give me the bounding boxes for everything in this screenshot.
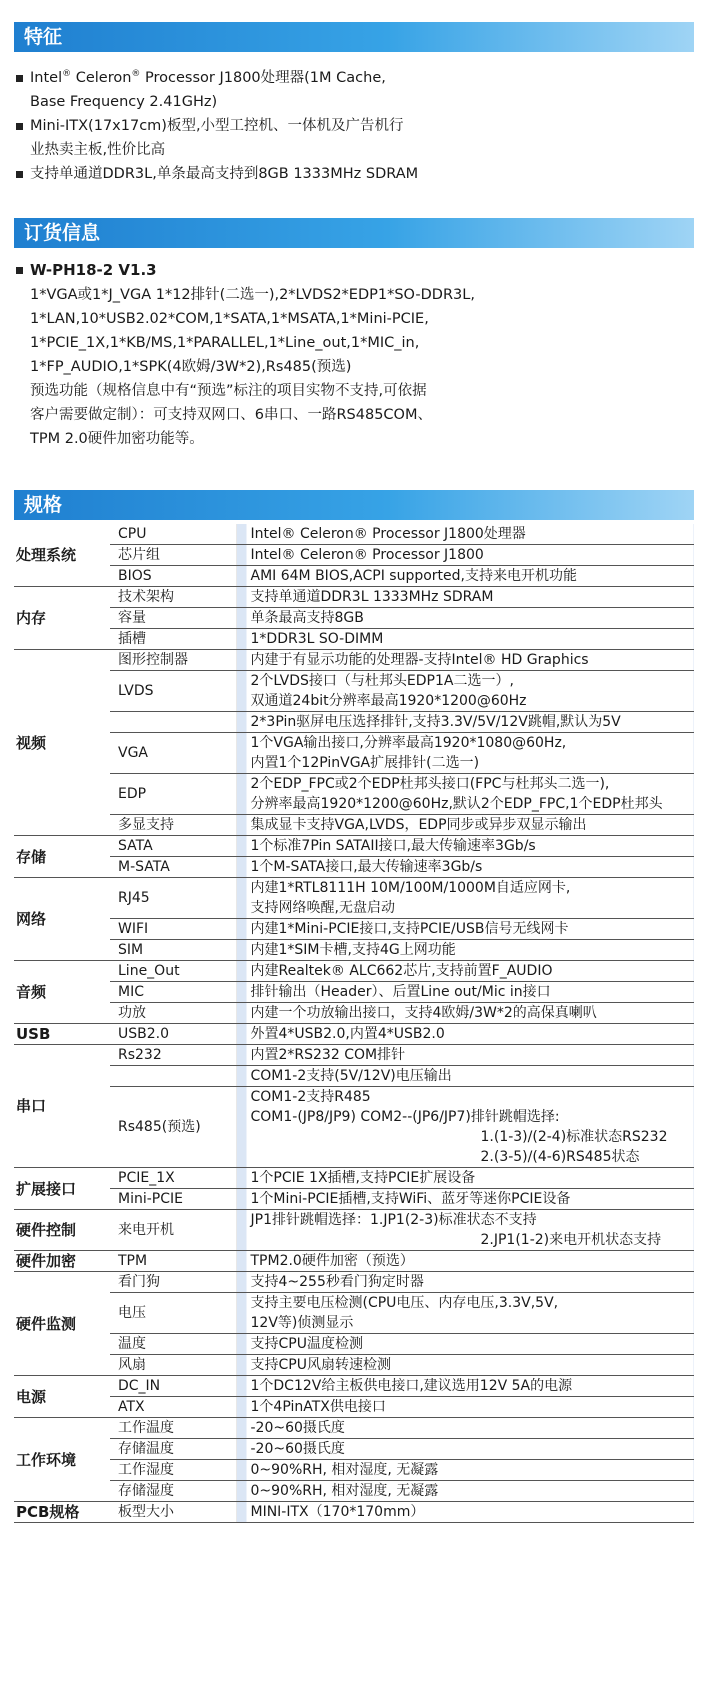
spec-value-line: 1个M-SATA接口,最大传输速率3Gb/s <box>250 859 483 875</box>
spec-item-name: 风扇 <box>110 1355 236 1376</box>
spec-value-line: 2.JP1(1-2)来电开机状态支持 <box>480 1232 662 1248</box>
spec-item-value <box>236 524 694 545</box>
spec-value-line: 1个PCIE 1X插槽,支持PCIE扩展设备 <box>250 1170 476 1186</box>
feature-text: 支持单通道DDR3L,单条最高支持到8GB 1333MHz SDRAM <box>30 166 419 182</box>
feature-item-board <box>16 114 696 162</box>
spec-value-line: 0~90%RH, 相对湿度, 无凝露 <box>250 1462 439 1478</box>
spec-item-name: USB2.0 <box>110 1024 236 1045</box>
spec-value-line: 支持CPU风扇转速检测 <box>250 1357 391 1373</box>
spec-category: 扩展接口 <box>14 1168 110 1210</box>
spec-value-line: 2个EDP_FPC或2个EDP杜邦头接口(FPC与杜邦头二选一), <box>250 776 610 792</box>
spec-row <box>14 1293 694 1334</box>
spec-item-name: ATX <box>110 1397 236 1418</box>
spec-item-value <box>236 1066 694 1087</box>
spec-category: 串口 <box>14 1045 110 1168</box>
spec-item-value <box>236 1334 694 1355</box>
feature-text: Celeron <box>75 70 132 86</box>
spec-row <box>14 1376 694 1397</box>
spec-item-value <box>236 1024 694 1045</box>
spec-value-line: 1个DC12V给主板供电接口,建议选用12V 5A的电源 <box>250 1378 573 1394</box>
feature-item-cpu <box>16 66 696 114</box>
spec-item-name: WIFI <box>110 919 236 940</box>
ordering-info <box>16 258 696 451</box>
spec-row <box>14 982 694 1003</box>
feature-text: Processor J1800处理器(1M Cache, <box>140 70 386 86</box>
spec-item-name: Mini-PCIE <box>110 1189 236 1210</box>
spec-value-line: 排针输出（Header）、后置Line out/Mic in接口 <box>250 984 551 1000</box>
spec-category: 硬件控制 <box>14 1210 110 1251</box>
spec-item-value <box>236 1189 694 1210</box>
spec-row <box>14 671 694 712</box>
spec-item-value <box>236 1293 694 1334</box>
spec-value-line: 内建1*Mini-PCIE接口,支持PCIE/USB信号无线网卡 <box>250 921 569 937</box>
ordering-line: TPM 2.0硬件加密功能等。 <box>30 431 204 447</box>
feature-text: Mini-ITX(17x17cm)板型,小型工控机、一体机及广告机行 <box>30 118 404 134</box>
spec-item-value <box>236 1045 694 1066</box>
spec-row <box>14 1397 694 1418</box>
spec-item-value <box>236 815 694 836</box>
spec-value-line: 2*3Pin驱屏电压选择排针,支持3.3V/5V/12V跳帽,默认为5V <box>250 714 621 730</box>
spec-item-name: Rs232 <box>110 1045 236 1066</box>
spec-item-name: SATA <box>110 836 236 857</box>
spec-row <box>14 961 694 982</box>
spec-item-name: Rs485(预选) <box>110 1087 236 1168</box>
spec-value-line: COM1-2支持(5V/12V)电压输出 <box>250 1068 452 1084</box>
spec-row <box>14 1066 694 1087</box>
spec-value-line: 12V等)侦测显示 <box>250 1315 354 1331</box>
spec-row <box>14 587 694 608</box>
spec-category: 音频 <box>14 961 110 1024</box>
spec-item-name: 芯片组 <box>110 545 236 566</box>
spec-item-name: EDP <box>110 774 236 815</box>
spec-item-value <box>236 733 694 774</box>
spec-value-line: 内建Realtek® ALC662芯片,支持前置F_AUDIO <box>250 963 553 979</box>
spec-value-line: 1*DDR3L SO-DIMM <box>250 631 384 647</box>
spec-item-value <box>236 712 694 733</box>
spec-row <box>14 566 694 587</box>
spec-item-value <box>236 961 694 982</box>
spec-item-name: 温度 <box>110 1334 236 1355</box>
spec-category: 网络 <box>14 878 110 961</box>
spec-category: USB <box>14 1024 110 1045</box>
spec-row <box>14 1460 694 1481</box>
spec-row <box>14 1189 694 1210</box>
spec-item-name: VGA <box>110 733 236 774</box>
spec-item-value <box>236 919 694 940</box>
spec-row <box>14 836 694 857</box>
spec-category: 处理系统 <box>14 524 110 587</box>
spec-row <box>14 857 694 878</box>
spec-row <box>14 1251 694 1272</box>
spec-item-name: 多显支持 <box>110 815 236 836</box>
spec-item-value <box>236 1460 694 1481</box>
spec-item-name: 存储湿度 <box>110 1481 236 1502</box>
spec-value-line: TPM2.0硬件加密（预选） <box>250 1253 414 1269</box>
spec-item-value <box>236 629 694 650</box>
spec-category: 硬件加密 <box>14 1251 110 1272</box>
spec-row <box>14 1355 694 1376</box>
spec-item-value <box>236 608 694 629</box>
spec-value-line: 支持单通道DDR3L 1333MHz SDRAM <box>250 589 494 605</box>
spec-row <box>14 919 694 940</box>
spec-value-line: 1.(1-3)/(2-4)标准状态RS232 <box>480 1129 668 1145</box>
spec-row <box>14 1334 694 1355</box>
spec-item-name: TPM <box>110 1251 236 1272</box>
spec-item-value <box>236 1418 694 1439</box>
spec-item-value <box>236 878 694 919</box>
spec-row <box>14 774 694 815</box>
spec-item-name: 技术架构 <box>110 587 236 608</box>
spec-item-name: 看门狗 <box>110 1272 236 1293</box>
feature-text: Base Frequency 2.41GHz) <box>30 94 218 110</box>
spec-row <box>14 1481 694 1502</box>
spec-value-line: 双通道24bit分辨率最高1920*1200@60Hz <box>250 693 527 709</box>
ordering-line: 预选功能（规格信息中有“预选”标注的项目实物不支持,可依据 <box>30 383 427 399</box>
spec-row <box>14 629 694 650</box>
spec-row <box>14 878 694 919</box>
spec-item-value <box>236 650 694 671</box>
spec-value-line: 1个VGA输出接口,分辨率最高1920*1080@60Hz, <box>250 735 567 751</box>
spec-value-line: 2.(3-5)/(4-6)RS485状态 <box>480 1149 640 1165</box>
spec-row <box>14 733 694 774</box>
spec-value-line: 内建于有显示功能的处理器-支持Intel® HD Graphics <box>250 652 589 668</box>
spec-value-line: 1个标准7Pin SATAII接口,最大传输速率3Gb/s <box>250 838 536 854</box>
spec-item-value <box>236 1439 694 1460</box>
spec-row <box>14 940 694 961</box>
spec-category: 电源 <box>14 1376 110 1418</box>
spec-item-name: MIC <box>110 982 236 1003</box>
spec-value-line: COM1-(JP8/JP9) COM2--(JP6/JP7)排针跳帽选择: <box>250 1109 560 1125</box>
spec-item-value <box>236 566 694 587</box>
spec-item-value <box>236 1003 694 1024</box>
ordering-header: 订货信息 <box>14 218 694 248</box>
spec-item-value <box>236 857 694 878</box>
spec-value-line: 内置2*RS232 COM排针 <box>250 1047 406 1063</box>
spec-category: 内存 <box>14 587 110 650</box>
spec-row <box>14 1045 694 1066</box>
spec-item-name: M-SATA <box>110 857 236 878</box>
spec-item-value <box>236 1168 694 1189</box>
spec-value-line: 1个Mini-PCIE插槽,支持WiFi、蓝牙等迷你PCIE设备 <box>250 1191 571 1207</box>
spec-item-name: RJ45 <box>110 878 236 919</box>
spec-value-line: 单条最高支持8GB <box>250 610 364 626</box>
spec-value-line: 支持网络唤醒,无盘启动 <box>250 900 395 916</box>
spec-value-line: Intel® Celeron® Processor J1800 <box>250 547 484 563</box>
spec-value-line: 支持CPU温度检测 <box>250 1336 363 1352</box>
spec-item-name: BIOS <box>110 566 236 587</box>
spec-item-value <box>236 1087 694 1168</box>
spec-row <box>14 712 694 733</box>
spec-item-value <box>236 671 694 712</box>
spec-category: 硬件监测 <box>14 1272 110 1376</box>
spec-item-name: 功放 <box>110 1003 236 1024</box>
spec-row <box>14 524 694 545</box>
spec-row <box>14 650 694 671</box>
spec-item-value <box>236 1397 694 1418</box>
spec-value-line: 0~90%RH, 相对湿度, 无凝露 <box>250 1483 439 1499</box>
spec-value-line: 分辨率最高1920*1200@60Hz,默认2个EDP_FPC,1个EDP杜邦头 <box>250 796 663 812</box>
spec-item-name <box>110 712 236 733</box>
spec-row <box>14 1087 694 1168</box>
spec-row <box>14 815 694 836</box>
spec-value-line: JP1排针跳帽选择：1.JP1(2-3)标准状态不支持 <box>250 1212 537 1228</box>
spec-value-line: 支持主要电压检测(CPU电压、内存电压,3.3V,5V, <box>250 1295 559 1311</box>
ordering-model-item <box>16 258 696 283</box>
spec-item-name: 图形控制器 <box>110 650 236 671</box>
feature-text: 业热卖主板,性价比高 <box>30 142 166 158</box>
spec-value-line: 支持4~255秒看门狗定时器 <box>250 1274 424 1290</box>
spec-item-value <box>236 1355 694 1376</box>
spec-item-value <box>236 774 694 815</box>
spec-item-value <box>236 1251 694 1272</box>
spec-item-name: PCIE_1X <box>110 1168 236 1189</box>
spec-item-value <box>236 1376 694 1397</box>
spec-item-name: DC_IN <box>110 1376 236 1397</box>
spec-item-value <box>236 1502 694 1523</box>
spec-item-name: 来电开机 <box>110 1210 236 1251</box>
spec-category: 视频 <box>14 650 110 836</box>
spec-item-value <box>236 587 694 608</box>
spec-category: 存储 <box>14 836 110 878</box>
spec-value-line: 内建1*RTL8111H 10M/100M/1000M自适应网卡, <box>250 880 571 896</box>
spec-item-name <box>110 1066 236 1087</box>
spec-row <box>14 1003 694 1024</box>
spec-row <box>14 608 694 629</box>
spec-value-line: 1个4PinATX供电接口 <box>250 1399 386 1415</box>
spec-item-name: 容量 <box>110 608 236 629</box>
spec-table <box>14 524 694 1523</box>
spec-value-line: 内建一个功放输出接口，支持4欧姆/3W*2的高保真喇叭 <box>250 1005 597 1021</box>
spec-item-name: 工作湿度 <box>110 1460 236 1481</box>
spec-value-line: 外置4*USB2.0,内置4*USB2.0 <box>250 1026 445 1042</box>
spec-row <box>14 1024 694 1045</box>
spec-item-name: 工作温度 <box>110 1418 236 1439</box>
spec-item-value <box>236 1272 694 1293</box>
spec-item-name: CPU <box>110 524 236 545</box>
spec-row <box>14 1272 694 1293</box>
feature-item-memory <box>16 162 696 186</box>
ordering-line: 客户需要做定制）：可支持双网口、6串口、一路RS485COM、 <box>30 407 432 423</box>
spec-item-name: LVDS <box>110 671 236 712</box>
spec-value-line: -20~60摄氏度 <box>250 1420 345 1436</box>
features-header: 特征 <box>14 22 694 52</box>
spec-category: 工作环境 <box>14 1418 110 1502</box>
ordering-line: 1*VGA或1*J_VGA 1*12排针(二选一),2*LVDS2*EDP1*SO-DDR3L, <box>30 287 475 303</box>
spec-item-value <box>236 940 694 961</box>
spec-item-value <box>236 982 694 1003</box>
spec-row <box>14 545 694 566</box>
spec-item-name: 插槽 <box>110 629 236 650</box>
spec-item-value <box>236 545 694 566</box>
ordering-line: 1*PCIE_1X,1*KB/MS,1*PARALLEL,1*Line_out,1*MIC_in, <box>30 335 420 351</box>
spec-item-name: 电压 <box>110 1293 236 1334</box>
spec-row <box>14 1418 694 1439</box>
spec-value-line: MINI-ITX（170*170mm） <box>250 1504 425 1520</box>
spec-item-value <box>236 836 694 857</box>
spec-value-line: -20~60摄氏度 <box>250 1441 345 1457</box>
spec-value-line: Intel® Celeron® Processor J1800处理器 <box>250 526 526 542</box>
ordering-line: 1*FP_AUDIO,1*SPK(4欧姆/3W*2),Rs485(预选) <box>30 359 352 375</box>
spec-row <box>14 1168 694 1189</box>
spec-item-value <box>236 1481 694 1502</box>
model-number: W-PH18-2 V1.3 <box>30 261 157 279</box>
spec-row <box>14 1210 694 1251</box>
registered-mark: ® <box>62 69 72 80</box>
spec-category: PCB规格 <box>14 1502 110 1523</box>
registered-mark: ® <box>131 69 141 80</box>
spec-value-line: AMI 64M BIOS,ACPI supported,支持来电开机功能 <box>250 568 577 584</box>
spec-value-line: 2个LVDS接口（与杜邦头EDP1A二选一）, <box>250 673 514 689</box>
spec-item-name: 存储温度 <box>110 1439 236 1460</box>
feature-text: Intel <box>30 70 63 86</box>
spec-value-line: 集成显卡支持VGA,LVDS，EDP同步或异步双显示输出 <box>250 817 587 833</box>
spec-value-line: COM1-2支持R485 <box>250 1089 371 1105</box>
features-list <box>16 66 696 186</box>
spec-row <box>14 1439 694 1460</box>
spec-item-name: SIM <box>110 940 236 961</box>
specs-header: 规格 <box>14 490 694 520</box>
spec-item-name: Line_Out <box>110 961 236 982</box>
spec-row <box>14 1502 694 1523</box>
spec-item-value <box>236 1210 694 1251</box>
ordering-line: 1*LAN,10*USB2.02*COM,1*SATA,1*MSATA,1*Mini-PCIE, <box>30 311 429 327</box>
spec-value-line: 内建1*SIM卡槽,支持4G上网功能 <box>250 942 456 958</box>
spec-value-line: 内置1个12PinVGA扩展排针(二选一) <box>250 755 480 771</box>
spec-item-name: 板型大小 <box>110 1502 236 1523</box>
